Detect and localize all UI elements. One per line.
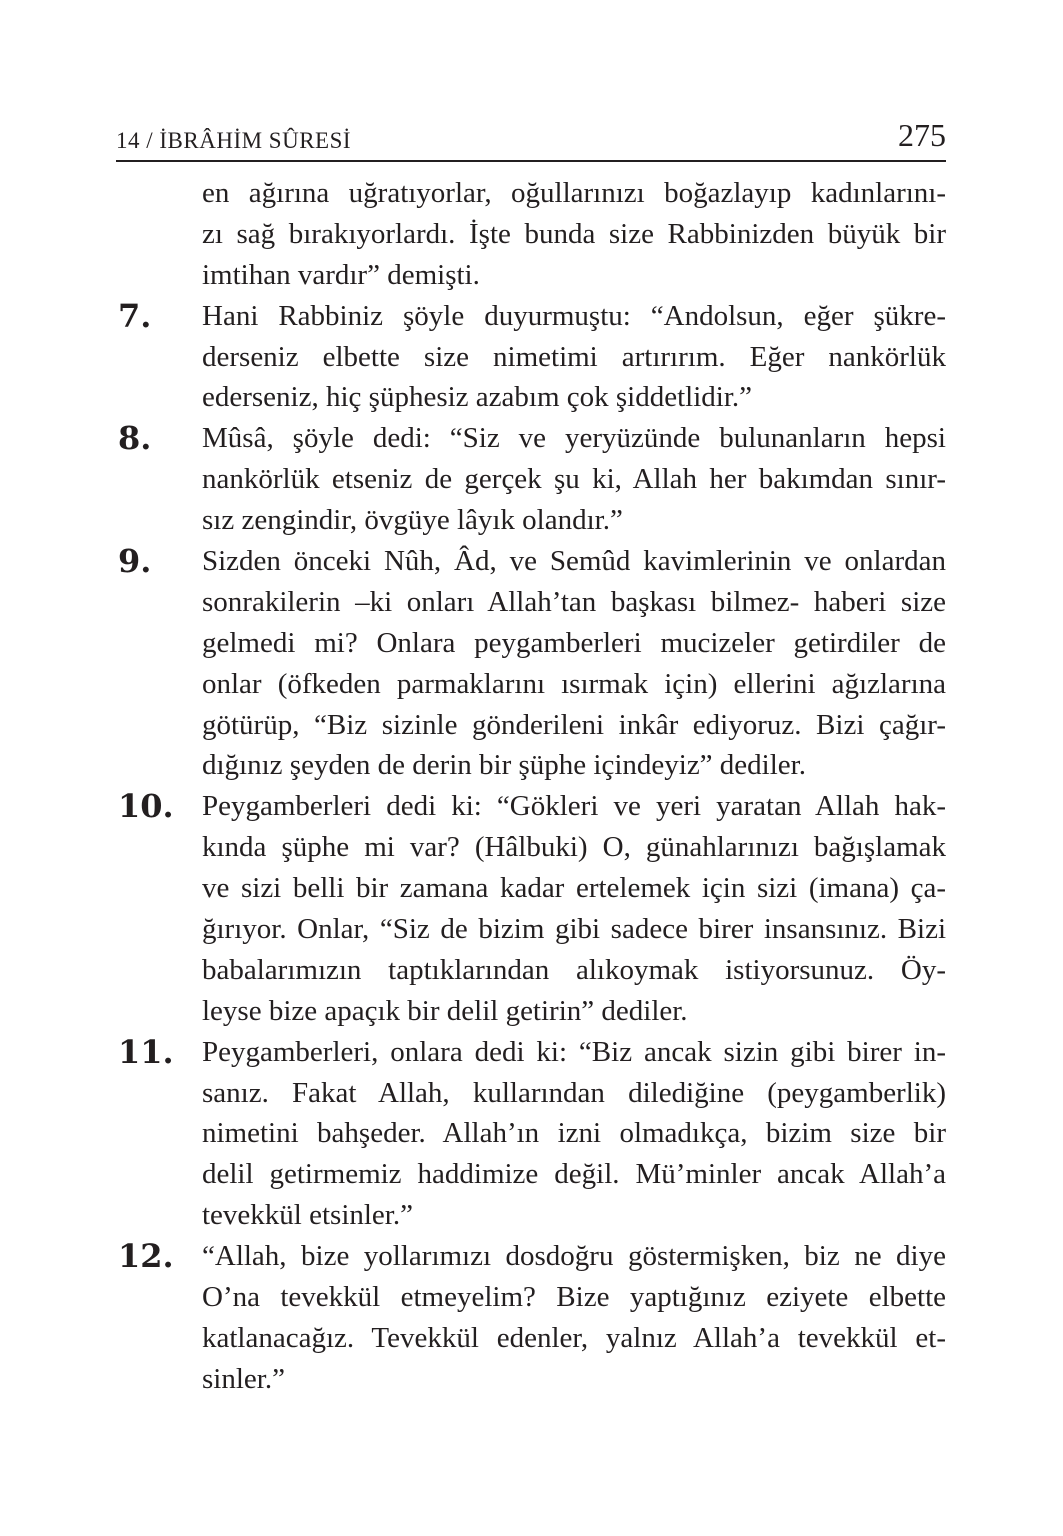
text-line: delil getirmemiz haddimize değil. Mü’minler ancak Allah’a [202,1158,946,1191]
text-line: leyse bize apaçık bir delil getirin” dediler. [202,994,688,1027]
verse-number: 12. [118,1237,174,1276]
text-line: nankörlük etseniz de gerçek şu ki, Allah her bakımdan sınır- [202,463,946,496]
body-text [116,173,946,1400]
text-line: sanız. Fakat Allah, kullarından dilediğine (peygamberlik) [202,1076,946,1109]
page-header [116,112,946,162]
page-number: 275 [898,117,946,153]
text-line: onlar (öfkeden parmaklarını ısırmak için) ellerini ağızlarına [202,667,946,700]
text-line: sız zengindir, övgüye lâyık olandır.” [202,504,623,537]
verse-number: 7. [118,296,152,335]
text-line: zı sağ bırakıyorlardı. İşte bunda size Rabbinizden büyük bir [202,217,946,250]
text-line: nimetini bahşeder. Allah’ın izni olmadıkça, bizim size bir [202,1117,946,1150]
verse-number: 9. [118,542,152,581]
verse-12 [116,1236,946,1400]
text-line: ğırıyor. Onlar, “Siz de bizim gibi sadece birer insansınız. Bizi [202,913,946,946]
text-line: derseniz elbette size nimetimi artırırım. Eğer nankörlük [202,340,946,373]
text-line: Peygamberleri dedi ki: “Gökleri ve yeri yaratan Allah hak- [202,790,946,823]
text-line: Sizden önceki Nûh, Âd, ve Semûd kavimlerinin ve onlardan [202,545,946,578]
text-line: imtihan vardır” demişti. [202,258,480,291]
verse-9 [116,541,946,786]
verse-continuation [116,173,946,296]
text-line: en ağırına uğratıyorlar, oğullarınızı boğazlayıp kadınlarını- [202,177,946,209]
text-line: Hani Rabbiniz şöyle duyurmuştu: “Andolsun, eğer şükre- [202,299,946,332]
verse-8 [116,418,946,541]
text-line: götürüp, “Biz sizinle gönderileni inkâr ediyoruz. Bizi çağır- [202,708,946,741]
verse-number: 10. [118,787,174,826]
text-line: “Allah, bize yollarımızı dosdoğru göstermişken, biz ne diye [202,1240,946,1273]
text-line: ve sizi belli bir zamana kadar ertelemek için sizi (imana) ça- [202,872,946,905]
text-line: O’na tevekkül etmeyelim? Bize yaptığınız eziyete elbette [202,1281,946,1314]
verse-10 [116,786,946,1031]
text-line: gelmedi mi? Onlara peygamberleri mucizeler getirdiler de [202,626,946,659]
text-line: katlanacağız. Tevekkül edenler, yalnız Allah’a tevekkül et- [202,1321,946,1354]
text-line: tevekkül etsinler.” [202,1199,413,1232]
text-line: sinler.” [202,1362,285,1395]
text-line: Mûsâ, şöyle dedi: “Siz ve yeryüzünde bulunanların hepsi [202,422,946,455]
text-line: sonrakilerin –ki onları Allah’tan başkası bilmez- haberi size [202,585,946,618]
verse-11 [116,1032,946,1236]
verse-number: 8. [118,419,152,458]
text-line: dığınız şeyden de derin bir şüphe içindeyiz” dediler. [202,749,806,782]
text-line: babalarımızın taptıklarından alıkoymak istiyorsunuz. Öy- [202,953,946,986]
verse-7 [116,296,946,419]
text-line: ederseniz, hiç şüphesiz azabım çok şiddetlidir.” [202,381,753,414]
text-line: kında şüphe mi var? (Hâlbuki) O, günahlarınızı bağışlamak [202,831,946,864]
verse-number: 11. [118,1032,174,1071]
text-line: Peygamberleri, onlara dedi ki: “Biz ancak sizin gibi birer in- [202,1035,946,1068]
running-head: 14 / İBRÂHİM SÛRESİ [116,128,352,153]
